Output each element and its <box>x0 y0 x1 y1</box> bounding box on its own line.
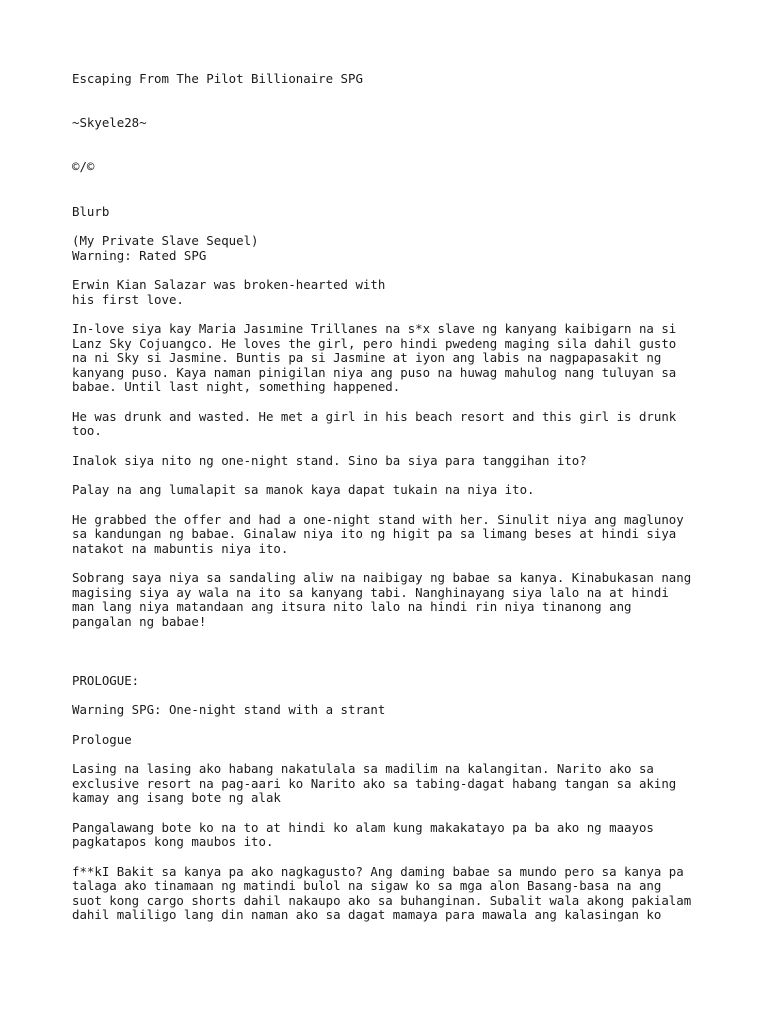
prologue-warning: Warning SPG: One-night stand with a strant <box>72 702 386 717</box>
blurb-line: Sobrang saya niya sa sandaling aliw na naibigay ng babae sa kanya. Kinabukasan nang <box>72 570 692 585</box>
blurb-line: Palay na ang lumalapit sa manok kaya dapat tukain na niya ito. <box>72 482 535 497</box>
blurb-line: He grabbed the offer and had a one-night stand with her. Sinulit niya ang maglunoy <box>72 512 684 527</box>
blurb-line: Inalok siya nito ng one-night stand. Sino ba siya para tanggihan ito? <box>72 453 587 468</box>
blurb-line: his first love. <box>72 292 184 307</box>
prologue-line: kamay ang isang bote ng alak <box>72 790 281 805</box>
blurb-line: too. <box>72 423 102 438</box>
prologue-line: f**kI Bakit sa kanya pa ako nagkagusto? Ang daming babae sa mundo pero sa kanya pa <box>72 864 684 879</box>
blurb-line: sa kandungan ng babae. Ginalaw niya ito ng higit pa sa limang beses at hindi siya <box>72 526 677 541</box>
blurb-line: (My Private Slave Sequel) <box>72 233 259 248</box>
prologue-line: dahil maliligo lang din naman ako sa dagat mamaya para mawala ang kalasingan ko <box>72 907 662 922</box>
blurb-line: Lanz Sky Cojuangco. He loves the girl, pero hindi pwedeng maging sila dahil gusto <box>72 336 677 351</box>
blurb-line: natakot na mabuntis niya ito. <box>72 541 289 556</box>
blurb-line: Erwin Kian Salazar was broken-hearted with <box>72 277 386 292</box>
blurb-line: babae. Until last night, something happened. <box>72 379 401 394</box>
blurb-line: In-love siya kay Maria Jasımine Trillanes na s*x slave ng kanyang kaibigarn na si <box>72 321 677 336</box>
blurb-line: magising siya ay wala na ito sa kanyang tabi. Nanghinayang siya lalo na at hindi <box>72 585 669 600</box>
prologue-line: pagkatapos kong maubos ito. <box>72 834 274 849</box>
document-title: Escaping From The Pilot Billionaire SPG <box>72 71 363 86</box>
prologue-line: Lasing na lasing ako habang nakatulala sa madilim na kalangitan. Narito ako sa <box>72 761 654 776</box>
prologue-heading: Prologue <box>72 732 132 747</box>
blurb-line: Warning: Rated SPG <box>72 248 207 263</box>
blurb-heading: Blurb <box>72 204 110 219</box>
blurb-line: He was drunk and wasted. He met a girl in his beach resort and this girl is drunk <box>72 409 677 424</box>
blurb-line: kanyang puso. Kaya naman pinigilan niya ang puso na huwag mahulog nang tuluyan sa <box>72 365 677 380</box>
blurb-line: man lang niya matandaan ang itsura nito lalo na hindi rin niya tinanong ang <box>72 599 632 614</box>
prologue-line: Pangalawang bote ko na to at hindi ko alam kung makakatayo pa ba ako ng maayos <box>72 820 654 835</box>
prologue-line: exclusive resort na pag-aari ko Narito ako sa tabing-dagat habang tangan sa aking <box>72 776 677 791</box>
author-name: ~Skyele28~ <box>72 115 147 130</box>
blurb-line: na ni Sky si Jasmine. Buntis pa si Jasmine at iyon ang labis na nagpapasakit ng <box>72 350 662 365</box>
prologue-line: suot kong cargo shorts dahil nakaupo ako sa buhanginan. Subalit wala akong pakialam <box>72 893 692 908</box>
copyright-mark: ©/© <box>72 159 95 174</box>
blurb-line: pangalan ng babae! <box>72 614 207 629</box>
prologue-label: PROLOGUE: <box>72 673 140 688</box>
prologue-line: talaga ako tinamaan ng matindi bulol na sigaw ko sa mga alon Basang-basa na ang <box>72 878 662 893</box>
